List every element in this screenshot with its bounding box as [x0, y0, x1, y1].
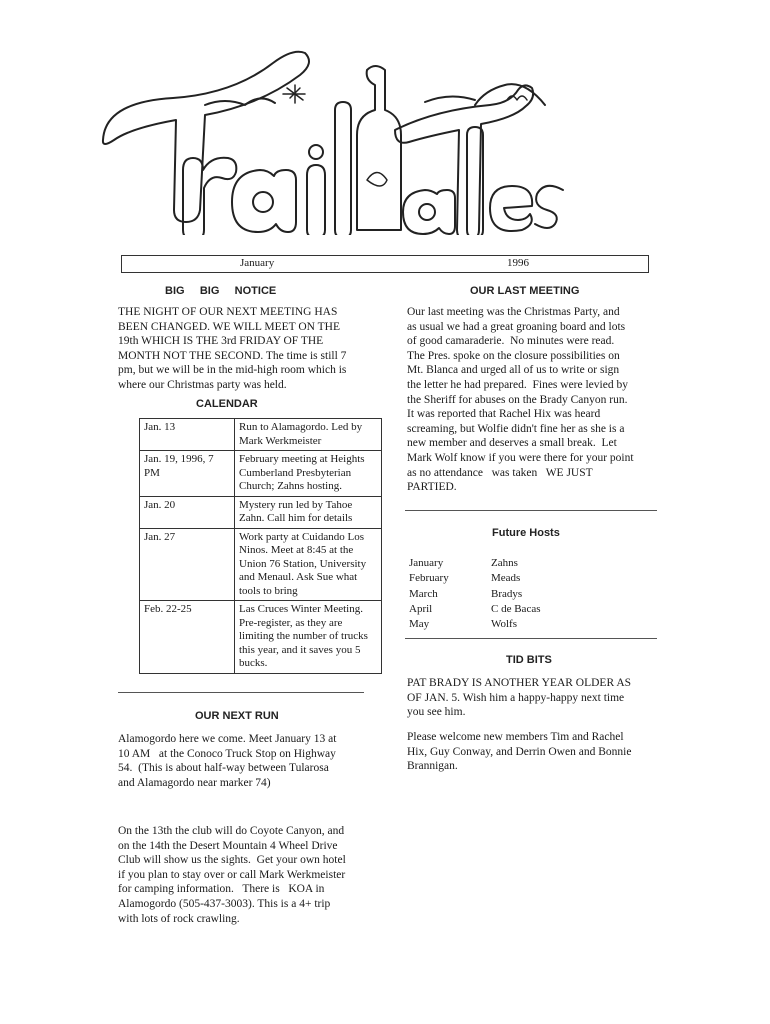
last-meeting-line: the Sheriff for abuses on the Brady Canyon run. [407, 393, 628, 406]
tid-bits-line: Hix, Guy Conway, and Derrin Owen and Bonnie [407, 745, 632, 758]
next-run-line: Club will show us the sights. Get your own hotel [118, 854, 346, 867]
table-row [140, 451, 382, 497]
calendar-event: Work party at Cuidando Los Ninos. Meet at 8:45 at the Union 76 Station, University and Menaul. Ask Sue what tools to bring [235, 528, 382, 601]
big-notice-body [118, 305, 364, 393]
calendar-date: Jan. 13 [140, 419, 235, 451]
list-item [409, 587, 540, 602]
tid-bits-line: OF JAN. 5. Wish him a happy-happy next time [407, 691, 625, 704]
next-run-line: if you plan to stay over or call Mark Werkmeister [118, 868, 346, 881]
table-row [140, 528, 382, 601]
last-meeting-line: new member and deserves a small break. Let [407, 437, 617, 450]
big-notice-line: pm, but we will be in the mid-high room which is [118, 364, 347, 377]
table-row [140, 601, 382, 674]
last-meeting-line: as no attendance was taken WE JUST [407, 466, 593, 479]
calendar-date: Jan. 27 [140, 528, 235, 601]
tid-bits-para2 [407, 730, 655, 774]
big-notice-heading: BIG BIG NOTICE [165, 285, 277, 297]
next-run-line: 10 AM at the Conoco Truck Stop on Highway [118, 747, 336, 760]
list-item [409, 571, 540, 586]
calendar-date: Feb. 22-25 [140, 601, 235, 674]
host-month: March [409, 587, 438, 600]
next-run-line: on the 14th the Desert Mountain 4 Wheel Drive [118, 839, 338, 852]
host-name: Zahns [491, 557, 518, 569]
next-run-line: Alamogordo here we come. Meet January 13 at [118, 733, 337, 745]
calendar-table [139, 418, 382, 674]
future-hosts-list [409, 556, 540, 632]
table-row [140, 419, 382, 451]
big-notice-line: MONTH NOT THE SECOND. The time is still 7 [118, 349, 347, 362]
last-meeting-line: Our last meeting was the Christmas Party, and [407, 306, 620, 318]
calendar-date: Jan. 20 [140, 496, 235, 528]
issue-year: 1996 [507, 257, 529, 269]
list-item [409, 602, 540, 617]
calendar-event: Mystery run led by Tahoe Zahn. Call him for details [235, 496, 382, 528]
tid-bits-heading: TID BITS [506, 654, 552, 666]
issue-month: January [240, 257, 275, 269]
last-meeting-line: Mark Wolf know if you were there for your point [407, 451, 634, 464]
issue-dateline [121, 255, 649, 273]
calendar-event: Run to Alamagordo. Led by Mark Werkmeister [235, 419, 382, 451]
host-month: April [409, 602, 433, 615]
calendar-event: Las Cruces Winter Meeting. Pre-register, as they are limiting the number of trucks this year, and it saves you 5 bucks. [235, 601, 382, 674]
next-run-heading: OUR NEXT RUN [195, 710, 279, 722]
big-notice-line: BEEN CHANGED. WE WILL MEET ON THE [118, 320, 340, 333]
host-month: January [409, 557, 444, 569]
host-name: C de Bacas [491, 602, 541, 615]
section-divider [405, 638, 657, 639]
next-run-line: with lots of rock crawling. [118, 912, 240, 925]
big-notice-line: THE NIGHT OF OUR NEXT MEETING HAS [118, 306, 338, 318]
future-hosts-heading: Future Hosts [492, 527, 560, 539]
tid-bits-line: PAT BRADY IS ANOTHER YEAR OLDER AS [407, 677, 632, 689]
big-notice-line: 19th WHICH IS THE 3rd FRIDAY OF THE [118, 335, 324, 348]
last-meeting-line: of good camaraderie. No minutes were read. [407, 335, 615, 348]
section-divider [118, 692, 364, 693]
next-run-line: for camping information. There is KOA in [118, 883, 325, 896]
last-meeting-line: The Pres. spoke on the closure possibilities on [407, 349, 620, 362]
next-run-line: 54. (This is about half-way between Tularosa [118, 762, 329, 775]
host-name: Bradys [491, 587, 523, 600]
next-run-line: and Alamagordo near marker 74) [118, 776, 271, 789]
calendar-date: Jan. 19, 1996, 7 PM [140, 451, 235, 497]
last-meeting-line: It was reported that Rachel Hix was heard [407, 408, 601, 421]
tid-bits-line: you see him. [407, 706, 466, 719]
host-name: Wolfs [491, 618, 518, 631]
tid-bits-line: Please welcome new members Tim and Rachel [407, 731, 624, 743]
masthead-logo [95, 30, 565, 235]
next-run-line: On the 13th the club will do Coyote Canyon, and [118, 825, 345, 837]
table-row [140, 496, 382, 528]
next-run-line: Alamogordo (505-437-3003). This is a 4+ trip [118, 897, 331, 910]
calendar-event: February meeting at Heights Cumberland Presbyterian Church; Zahns hosting. [235, 451, 382, 497]
list-item [409, 556, 540, 571]
list-item [409, 617, 540, 632]
tid-bits-para1 [407, 676, 655, 720]
last-meeting-line: Mt. Blanca and urged all of us to write or sign [407, 364, 620, 377]
calendar-heading: CALENDAR [196, 398, 258, 410]
next-run-para1 [118, 732, 364, 790]
next-run-para2 [118, 824, 364, 926]
last-meeting-line: PARTIED. [407, 481, 457, 494]
host-month: February [409, 572, 449, 585]
host-month: May [409, 618, 430, 631]
last-meeting-body [407, 305, 655, 495]
host-name: Meads [491, 572, 521, 585]
last-meeting-line: screaming, but Wolfie didn't fine her as she is a [407, 422, 625, 435]
last-meeting-line: the letter he had prepared. Fines were levied by [407, 378, 628, 391]
big-notice-line: where our Christmas party was held. [118, 378, 287, 391]
tid-bits-line: Brannigan. [407, 760, 458, 773]
section-divider [405, 510, 657, 511]
last-meeting-line: as usual we had a great groaning board and lots [407, 320, 626, 333]
last-meeting-heading: OUR LAST MEETING [470, 285, 580, 297]
